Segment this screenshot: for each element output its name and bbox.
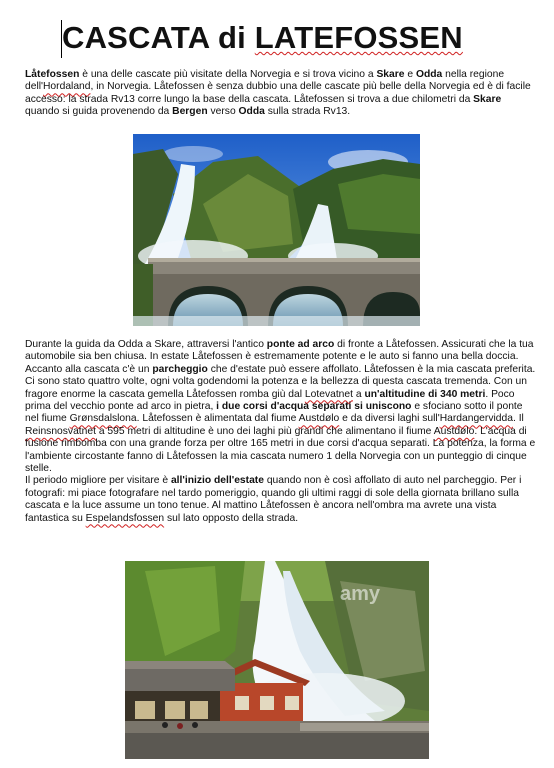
flagged-word: Austdølo	[298, 413, 340, 425]
page-title	[62, 18, 463, 58]
text-run: è una delle cascate più visitate della Norvegia e si trova vicino a	[79, 69, 377, 80]
waterfall-shop-photo	[125, 561, 429, 759]
text-run: sul lato opposto della strada.	[164, 512, 299, 524]
intro-paragraph	[25, 69, 537, 119]
text-run: e sfociano sotto il ponte nel fiume	[25, 401, 523, 425]
text-run: nella regione dell'	[25, 69, 505, 93]
text-run: quando non è così affollato di auto nel parcheggio. Per i fotografi: mi piace fotografare nel tardo pomeriggio, quando gli ultimi raggi di sole della giornata brillano sulla cascata e la luce assume un tono tenue. Al mattino Låtefossen è ancora nell'ombra ma avrete una vista fantastica su	[25, 475, 522, 524]
flagged-word: Grønsdalslona	[69, 413, 137, 425]
flagged-word: Austdølo	[433, 425, 475, 437]
text-run: . Låtefossen è alimentata dal fiume	[136, 413, 299, 425]
bold-text: ponte ad arco	[266, 339, 335, 350]
text-run: sulla strada Rv13.	[264, 106, 351, 118]
bold-text: un'altitudine di 340 metri	[364, 388, 486, 400]
bold-text: Låtefossen	[25, 69, 80, 80]
bold-text: Odda	[415, 69, 443, 80]
flagged-word: Lotevatnet	[304, 388, 353, 400]
title-part-2: LATEFOSSEN	[254, 20, 463, 55]
text-run: . Poco prima del vecchio ponte ad arco in pietra,	[25, 388, 515, 413]
text-run: a 595 metri di altitudine è uno dei laghi più grandi che alimentano il fiume	[95, 425, 434, 437]
bold-text: parcheggio	[152, 363, 208, 375]
text-run: quando si guida provenendo da	[25, 106, 173, 118]
flagged-word: Hardangervidda	[439, 413, 513, 425]
flagged-word: Hordaland	[43, 81, 91, 93]
flagged-word: Espelandsfossen	[85, 512, 165, 524]
text-run: , in Norvegia. Låtefossen è senza dubbio una delle cascate più belle della Norvegia ed è di facile accesso: la strada Rv13 corre lungo la base della cascata. Låtefossen si trova a due chilometri da	[25, 81, 531, 105]
text-run: . Il	[512, 413, 524, 425]
main-paragraph	[25, 339, 537, 525]
text-run: e	[404, 69, 416, 80]
title-part-1: CASCATA di	[62, 20, 255, 55]
bold-text: Skare	[473, 93, 502, 105]
text-run: e da diversi laghi sull'	[339, 413, 440, 425]
text-run: a	[353, 388, 365, 400]
text-run: . L'acqua di fusione rimbomba con una grande forza per oltre 165 metri in due corsi d'acqua separati. La potenza, la forma e l'ambiente circostante fanno di Låtefossen la mia cascata numero 1 della Norvegia con un punteggio di cinque stelle.	[25, 425, 536, 475]
text-run: di fronte a Låtefossen. Assicurati che la tua automobile sia ben chiusa. In estate Låtefossen è estremamente potente e le auto si fanno una bella doccia. Accanto alla cascata c'è un	[25, 339, 534, 375]
flagged-word: Reinsnosvatnet	[25, 425, 96, 437]
bold-text: Skare	[376, 69, 405, 80]
bold-text: Odda	[238, 106, 265, 118]
bold-text: all'inizio dell'estate	[170, 475, 264, 487]
text-run: Il periodo migliore per visitare è	[25, 475, 171, 487]
watermark-logo: amy	[340, 583, 381, 605]
bold-text: i due corsi d'acqua separati si uniscono	[216, 401, 412, 413]
text-run: che d'estate può essere affollato. Låtefossen è la mia cascata preferita. Ci sono stato quattro volte, ogni volta godendomi la potenza e la bellezza di questa cascata tremenda. Con un fragore enorme la cascata gemella Låtefossen romba giù dal	[25, 363, 536, 400]
bold-text: Bergen	[172, 106, 208, 118]
text-run: Durante la guida da Odda a Skare, attraversi l'antico	[25, 339, 267, 350]
waterfall-bridge-photo	[133, 134, 420, 326]
text-run: verso	[207, 106, 239, 118]
